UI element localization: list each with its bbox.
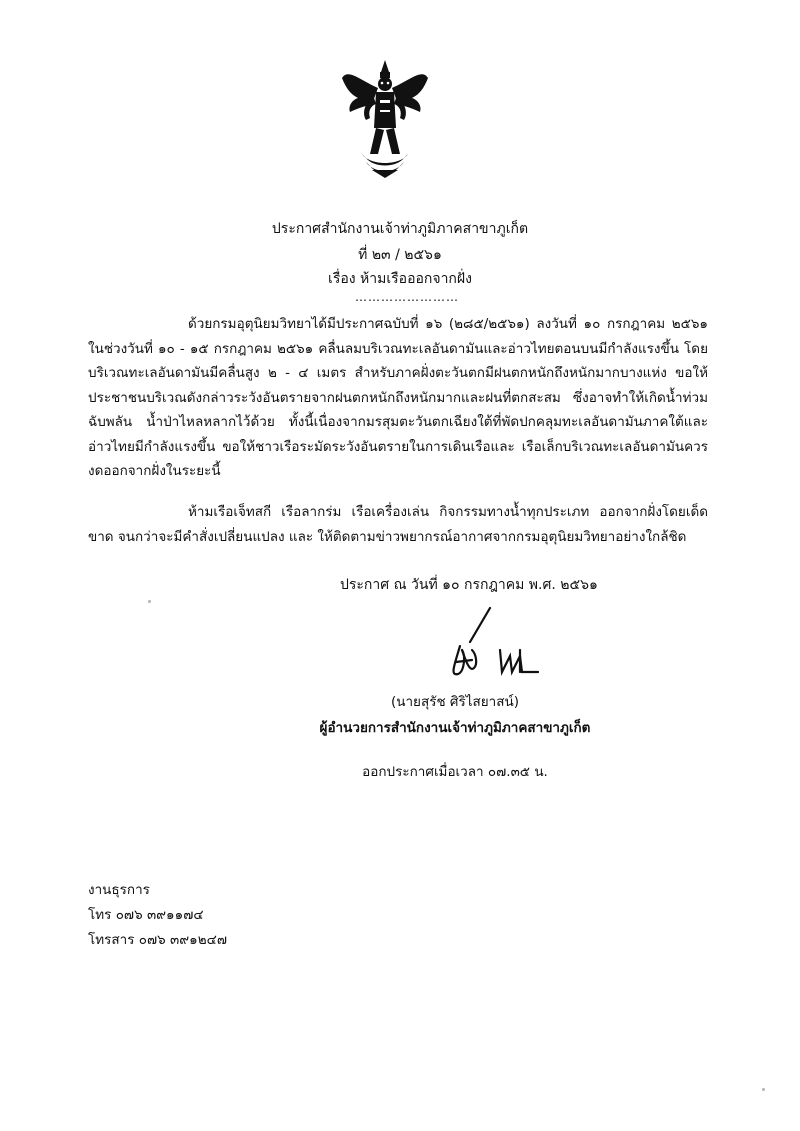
announcement-subject: เรื่อง ห้ามเรือออกจากฝั่ง — [328, 271, 472, 287]
contact-fax: โทรสาร ๐๗๖ ๓๙๑๒๔๗ — [88, 932, 227, 948]
announcement-title: ประกาศสำนักงานเจ้าท่าภูมิภาคสาขาภูเก็ต — [271, 221, 529, 237]
contact-phone: โทร ๐๗๖ ๓๙๑๑๗๔ — [88, 907, 204, 923]
garuda-emblem-icon — [340, 58, 430, 178]
contact-department: งานธุรการ — [88, 882, 150, 898]
signatory-position: ผู้อำนวยการสำนักงานเจ้าท่าภูมิภาคสาขาภูเก็ต — [319, 720, 591, 736]
body-paragraph-1: ด้วยกรมอุตุนิยมวิทยาได้มีประกาศฉบับที่ ๑๖ (๒๘๕/๒๕๖๑) ลงวันที่ ๑๐ กรกฎาคม ๒๕๖๑ ในช่วงวันที่ ๑๐ - ๑๕ กรกฎาคม ๒๕๖๑ คลื่นลมบริเวณทะเลอันดามันและอ่าวไทยตอนบนมีกำลังแรงขึ้น โดยบริเวณทะเลอันดามันมีคลื่นสูง ๒ - ๔ เมตร สำหรับภาคฝั่งตะวันตกมีฝนตกหนักถึงหนักมากบางแห่ง ขอให้ประชาชนบริเวณดังกล่าวระวังอันตรายจากฝนตกหนักถึงหนักมากและฝนที่ตกสะสม ซึ่งอาจทำให้เกิดน้ำท่วมฉับพลัน น้ำป่าไหลหลากไว้ด้วย ทั้งนี้เนื่องจากมรสุมตะวันตกเฉียงใต้ที่พัดปกคลุมทะเลอันดามันภาคใต้และอ่าวไทยมีกำลังแรงขึ้น ขอให้ชาวเรือระมัดระวังอันตรายในการเดินเรือและ เรือเล็กบริเวณทะเลอันดามันควรงดออกจากฝั่งในระยะนี้ — [88, 316, 708, 479]
scan-speck — [762, 1088, 765, 1091]
announcement-number: ที่ ๒๓ / ๒๕๖๑ — [358, 247, 442, 263]
separator-line: …………………… — [355, 290, 459, 304]
announcement-date: ประกาศ ณ วันที่ ๑๐ กรกฎาคม พ.ศ. ๒๕๖๑ — [340, 577, 598, 593]
signature-icon — [420, 606, 560, 686]
issued-time: ออกประกาศเมื่อเวลา ๐๗.๓๕ น. — [362, 764, 548, 780]
body-paragraph-2: ห้ามเรือเจ็ทสกี เรือลากร่ม เรือเครื่องเล่น กิจกรรมทางน้ำทุกประเภท ออกจากฝั่งโดยเด็ดขาด จนกว่าจะมีคำสั่งเปลี่ยนแปลง และ ให้ติดตามข่าวพยากรณ์อากาศจากกรมอุตุนิยมวิทยาอย่างใกล้ชิด — [88, 504, 708, 545]
scan-speck — [148, 600, 151, 603]
signatory-name: (นายสุรัช ศิริไสยาสน์) — [390, 694, 519, 710]
